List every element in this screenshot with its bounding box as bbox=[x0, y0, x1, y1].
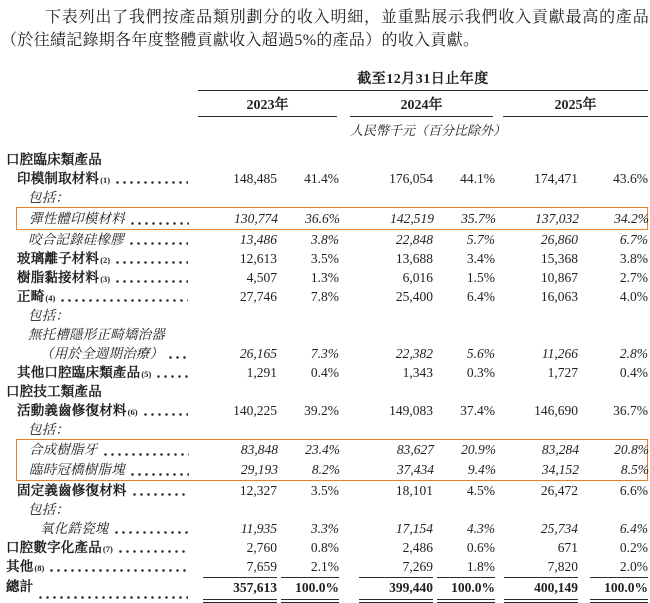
value-cell bbox=[339, 325, 433, 344]
table-row bbox=[0, 230, 648, 249]
row-label bbox=[17, 208, 199, 229]
row-label bbox=[0, 287, 198, 306]
row-label bbox=[0, 481, 198, 500]
value-cell: 10,867 bbox=[540, 270, 578, 286]
row-label bbox=[0, 344, 198, 363]
percent-cell bbox=[433, 577, 495, 603]
value-cell bbox=[495, 382, 578, 401]
table-row bbox=[0, 344, 648, 363]
percent-cell: 44.1% bbox=[460, 171, 495, 187]
percent-cell: 0.6% bbox=[466, 540, 495, 556]
percent-cell: 39.2% bbox=[304, 403, 339, 419]
intro-paragraph: 下表列出了我們按產品類別劃分的收入明細，並重點展示我們收入貢獻最高的產品（於往績記錄期各年度整體貢獻收入超過5%的產品）的收入貢獻。 bbox=[1, 9, 649, 49]
label-text: 口腔技工類產品 bbox=[6, 384, 102, 400]
footnote-ref: (3) bbox=[100, 274, 111, 285]
percent-cell: 20.8% bbox=[614, 442, 649, 458]
period-header: 截至12月31日止年度 bbox=[198, 68, 648, 91]
table-row bbox=[0, 306, 648, 325]
percent-cell: 6.7% bbox=[619, 232, 648, 248]
table-row bbox=[0, 268, 648, 287]
row-label bbox=[0, 150, 198, 169]
label-text: 總計 bbox=[6, 579, 34, 595]
table-row bbox=[0, 188, 648, 207]
label-text: （用於全週期治療） bbox=[40, 346, 164, 362]
percent-cell: 36.7% bbox=[613, 403, 648, 419]
value-cell: 1,727 bbox=[547, 365, 578, 381]
percent-cell bbox=[433, 150, 495, 169]
percent-cell: 0.4% bbox=[619, 365, 648, 381]
row-label bbox=[17, 460, 199, 480]
value-cell: 137,032 bbox=[535, 211, 579, 227]
percent-cell: 3.5% bbox=[310, 251, 339, 267]
value-cell bbox=[495, 150, 578, 169]
row-label bbox=[0, 557, 198, 576]
period-header-row bbox=[0, 68, 650, 91]
year-column-2024: 2024年 bbox=[350, 91, 493, 117]
value-cell: 7,820 bbox=[547, 559, 578, 575]
percent-cell bbox=[578, 500, 648, 519]
value-cell bbox=[339, 500, 433, 519]
header-spacer bbox=[0, 91, 198, 117]
value-cell bbox=[495, 325, 578, 344]
table-row bbox=[0, 287, 648, 306]
percent-cell bbox=[277, 150, 339, 169]
percent-cell bbox=[433, 325, 495, 344]
column-gap bbox=[337, 117, 350, 141]
label-text: 樹脂黏接材料 bbox=[17, 270, 100, 286]
percent-cell: 6.4% bbox=[466, 289, 495, 305]
total-value: 100.0% bbox=[281, 577, 339, 603]
row-label bbox=[0, 230, 198, 249]
value-cell: 149,083 bbox=[389, 403, 433, 419]
dot-leader bbox=[116, 181, 188, 184]
value-cell: 22,848 bbox=[395, 232, 433, 248]
year-column-2023: 2023年 bbox=[198, 91, 337, 117]
table-header bbox=[0, 68, 650, 141]
dot-leader bbox=[61, 299, 188, 302]
value-cell bbox=[495, 577, 578, 603]
footnote-ref: (1) bbox=[100, 175, 111, 186]
percent-cell: 2.8% bbox=[619, 346, 648, 362]
footnote-ref: (6) bbox=[127, 407, 138, 418]
percent-cell: 4.3% bbox=[466, 521, 495, 537]
table-row bbox=[0, 519, 648, 538]
percent-cell: 0.8% bbox=[310, 540, 339, 556]
percent-cell bbox=[578, 382, 648, 401]
dot-leader bbox=[144, 413, 188, 416]
percent-cell bbox=[578, 325, 648, 344]
header-spacer bbox=[0, 68, 198, 91]
percent-cell bbox=[578, 150, 648, 169]
column-gap bbox=[493, 117, 503, 141]
revenue-by-product-table bbox=[0, 68, 650, 603]
percent-cell bbox=[433, 500, 495, 519]
percent-cell: 43.6% bbox=[613, 171, 648, 187]
percent-cell: 9.4% bbox=[467, 462, 496, 478]
value-cell: 83,284 bbox=[541, 442, 579, 458]
column-gap bbox=[337, 91, 350, 117]
percent-cell: 4.5% bbox=[466, 483, 495, 499]
label-text: 氧化鋯瓷塊 bbox=[40, 521, 109, 537]
value-cell: 142,519 bbox=[390, 211, 434, 227]
table-row bbox=[16, 207, 648, 230]
percent-cell: 1.8% bbox=[466, 559, 495, 575]
row-label bbox=[0, 325, 198, 344]
percent-cell: 5.7% bbox=[466, 232, 495, 248]
table-row bbox=[0, 325, 648, 344]
value-cell bbox=[339, 188, 433, 207]
percent-cell: 0.3% bbox=[466, 365, 495, 381]
currency-unit-note: 人民幣千元（百分比除外） bbox=[350, 123, 507, 139]
row-label bbox=[0, 577, 198, 603]
value-cell bbox=[495, 500, 578, 519]
value-cell: 7,269 bbox=[402, 559, 433, 575]
header-spacer bbox=[0, 117, 198, 141]
row-label bbox=[0, 401, 198, 420]
percent-cell bbox=[578, 188, 648, 207]
label-text: 無托槽隱形正畸矯治器 bbox=[28, 327, 165, 343]
label-text: 包括： bbox=[28, 422, 70, 438]
value-cell: 16,063 bbox=[540, 289, 578, 305]
row-label bbox=[0, 420, 198, 439]
total-value: 400,149 bbox=[504, 577, 578, 603]
percent-cell bbox=[277, 577, 339, 603]
table-body bbox=[0, 150, 650, 603]
table-row bbox=[0, 363, 648, 382]
table-row bbox=[0, 249, 648, 268]
percent-cell bbox=[578, 306, 648, 325]
label-text: 口腔臨床類產品 bbox=[6, 152, 102, 168]
percent-cell: 0.4% bbox=[310, 365, 339, 381]
table-row bbox=[0, 481, 648, 500]
dot-leader bbox=[157, 375, 188, 378]
percent-cell bbox=[277, 188, 339, 207]
total-row bbox=[0, 577, 648, 603]
value-cell: 22,382 bbox=[395, 346, 433, 362]
row-label bbox=[0, 249, 198, 268]
value-cell bbox=[198, 188, 277, 207]
value-cell: 146,690 bbox=[534, 403, 578, 419]
table-row bbox=[16, 460, 648, 481]
value-cell: 2,760 bbox=[246, 540, 277, 556]
percent-cell: 3.5% bbox=[310, 483, 339, 499]
percent-cell: 36.6% bbox=[305, 211, 340, 227]
label-text: 活動義齒修復材料 bbox=[17, 403, 127, 419]
percent-cell: 7.3% bbox=[310, 346, 339, 362]
row-label bbox=[0, 519, 198, 538]
percent-cell bbox=[277, 420, 339, 439]
percent-cell bbox=[277, 382, 339, 401]
value-cell: 83,848 bbox=[240, 442, 278, 458]
row-label bbox=[0, 188, 198, 207]
label-text: 其他口腔臨床類產品 bbox=[17, 365, 141, 381]
table-row bbox=[0, 169, 648, 188]
percent-cell bbox=[277, 306, 339, 325]
row-label bbox=[0, 382, 198, 401]
percent-cell bbox=[433, 306, 495, 325]
value-cell: 12,327 bbox=[239, 483, 277, 499]
total-value: 100.0% bbox=[590, 577, 648, 603]
footnote-ref: (4) bbox=[45, 293, 56, 304]
value-cell: 1,291 bbox=[246, 365, 277, 381]
value-cell bbox=[339, 150, 433, 169]
dot-leader bbox=[116, 261, 188, 264]
row-label bbox=[0, 538, 198, 557]
value-cell bbox=[495, 420, 578, 439]
value-cell: 37,434 bbox=[396, 462, 434, 478]
label-text: 包括： bbox=[28, 308, 70, 324]
value-cell: 17,154 bbox=[395, 521, 433, 537]
dot-leader bbox=[119, 550, 188, 553]
label-text: 合成樹脂牙 bbox=[29, 442, 98, 458]
label-text: 包括： bbox=[28, 502, 70, 518]
value-cell: 13,486 bbox=[239, 232, 277, 248]
label-text: 咬合記錄硅橡膠 bbox=[28, 232, 124, 248]
label-text: 正畸 bbox=[17, 289, 45, 305]
total-value: 399,440 bbox=[359, 577, 433, 603]
empty-cell bbox=[503, 117, 648, 141]
value-cell: 1,343 bbox=[402, 365, 433, 381]
table-row bbox=[0, 557, 648, 576]
value-cell bbox=[198, 420, 277, 439]
percent-cell: 2.1% bbox=[310, 559, 339, 575]
value-cell bbox=[198, 382, 277, 401]
percent-cell: 2.0% bbox=[619, 559, 648, 575]
table-row bbox=[0, 500, 648, 519]
percent-cell: 1.5% bbox=[466, 270, 495, 286]
percent-cell: 5.6% bbox=[466, 346, 495, 362]
value-cell: 130,774 bbox=[234, 211, 278, 227]
row-label bbox=[0, 268, 198, 287]
percent-cell: 34.2% bbox=[614, 211, 649, 227]
row-label bbox=[0, 169, 198, 188]
value-cell: 13,688 bbox=[395, 251, 433, 267]
percent-cell: 2.7% bbox=[619, 270, 648, 286]
table-row bbox=[0, 401, 648, 420]
value-cell: 148,485 bbox=[233, 171, 277, 187]
year-header-row bbox=[0, 91, 650, 117]
dot-leader bbox=[39, 596, 188, 599]
percent-cell: 41.4% bbox=[304, 171, 339, 187]
table-row bbox=[16, 439, 648, 460]
value-cell bbox=[198, 500, 277, 519]
percent-cell: 3.4% bbox=[466, 251, 495, 267]
value-cell: 11,935 bbox=[240, 521, 277, 537]
section-header-row bbox=[0, 150, 648, 169]
value-cell: 83,627 bbox=[396, 442, 434, 458]
section-header-row bbox=[0, 382, 648, 401]
dot-leader bbox=[133, 493, 188, 496]
value-cell: 11,266 bbox=[541, 346, 578, 362]
percent-cell: 3.8% bbox=[310, 232, 339, 248]
value-cell bbox=[198, 325, 277, 344]
value-cell bbox=[198, 150, 277, 169]
label-text: 臨時冠橋樹脂塊 bbox=[29, 462, 125, 478]
value-cell: 2,486 bbox=[402, 540, 433, 556]
percent-cell: 3.8% bbox=[619, 251, 648, 267]
value-cell: 7,659 bbox=[246, 559, 277, 575]
value-cell bbox=[339, 306, 433, 325]
percent-cell: 0.2% bbox=[619, 540, 648, 556]
value-cell: 26,472 bbox=[540, 483, 578, 499]
value-cell: 15,368 bbox=[540, 251, 578, 267]
dot-leader bbox=[104, 453, 190, 456]
percent-cell: 37.4% bbox=[460, 403, 495, 419]
value-cell: 29,193 bbox=[240, 462, 278, 478]
percent-cell bbox=[433, 188, 495, 207]
row-label bbox=[0, 306, 198, 325]
percent-cell: 23.4% bbox=[305, 442, 340, 458]
row-label bbox=[0, 363, 198, 382]
percent-cell bbox=[433, 382, 495, 401]
value-cell: 26,860 bbox=[540, 232, 578, 248]
percent-cell: 6.4% bbox=[619, 521, 648, 537]
percent-cell: 7.8% bbox=[310, 289, 339, 305]
value-cell: 6,016 bbox=[402, 270, 433, 286]
value-cell: 25,734 bbox=[540, 521, 578, 537]
percent-cell bbox=[578, 577, 648, 603]
total-value: 100.0% bbox=[437, 577, 495, 603]
dot-leader bbox=[130, 242, 188, 245]
footnote-ref: (5) bbox=[141, 369, 152, 380]
value-cell: 18,101 bbox=[395, 483, 433, 499]
unit-note-row bbox=[0, 117, 650, 141]
percent-cell: 20.9% bbox=[461, 442, 496, 458]
percent-cell bbox=[433, 420, 495, 439]
row-label bbox=[0, 500, 198, 519]
percent-cell: 8.2% bbox=[311, 462, 340, 478]
footnote-ref: (8) bbox=[34, 563, 45, 574]
label-text: 口腔數字化產品 bbox=[6, 540, 102, 556]
label-text: 固定義齒修復材料 bbox=[17, 483, 127, 499]
percent-cell bbox=[277, 500, 339, 519]
label-text: 印模制取材料 bbox=[17, 171, 100, 187]
dot-leader bbox=[131, 473, 189, 476]
percent-cell: 6.6% bbox=[619, 483, 648, 499]
dot-leader bbox=[115, 531, 189, 534]
table-row bbox=[0, 420, 648, 439]
value-cell: 34,152 bbox=[541, 462, 579, 478]
percent-cell: 4.0% bbox=[619, 289, 648, 305]
value-cell bbox=[198, 306, 277, 325]
dot-leader bbox=[169, 356, 188, 359]
percent-cell bbox=[578, 420, 648, 439]
footnote-ref: (2) bbox=[100, 255, 111, 266]
column-gap bbox=[493, 91, 503, 117]
value-cell bbox=[339, 577, 433, 603]
value-cell bbox=[198, 577, 277, 603]
value-cell: 27,746 bbox=[239, 289, 277, 305]
total-value: 357,613 bbox=[203, 577, 277, 603]
percent-cell bbox=[277, 325, 339, 344]
percent-cell: 8.5% bbox=[620, 462, 649, 478]
value-cell bbox=[339, 420, 433, 439]
value-cell bbox=[495, 188, 578, 207]
value-cell: 26,165 bbox=[239, 346, 277, 362]
row-label bbox=[17, 440, 199, 460]
percent-cell: 1.3% bbox=[310, 270, 339, 286]
value-cell: 12,613 bbox=[239, 251, 277, 267]
dot-leader bbox=[116, 280, 188, 283]
value-cell: 671 bbox=[557, 540, 578, 556]
value-cell: 4,507 bbox=[246, 270, 277, 286]
label-text: 包括： bbox=[28, 190, 70, 206]
year-column-2025: 2025年 bbox=[503, 91, 648, 117]
value-cell bbox=[495, 306, 578, 325]
dot-leader bbox=[50, 569, 188, 572]
value-cell: 174,471 bbox=[534, 171, 578, 187]
value-cell: 176,054 bbox=[389, 171, 433, 187]
label-text: 其他 bbox=[6, 559, 34, 575]
value-cell bbox=[339, 382, 433, 401]
percent-cell: 35.7% bbox=[461, 211, 496, 227]
value-cell: 25,400 bbox=[395, 289, 433, 305]
percent-cell: 3.3% bbox=[310, 521, 339, 537]
dot-leader bbox=[131, 222, 189, 225]
label-text: 玻璃離子材料 bbox=[17, 251, 100, 267]
footnote-ref: (7) bbox=[102, 544, 113, 555]
table-row bbox=[0, 538, 648, 557]
value-cell: 140,225 bbox=[233, 403, 277, 419]
label-text: 彈性體印模材料 bbox=[29, 211, 125, 227]
empty-cell bbox=[198, 117, 337, 141]
